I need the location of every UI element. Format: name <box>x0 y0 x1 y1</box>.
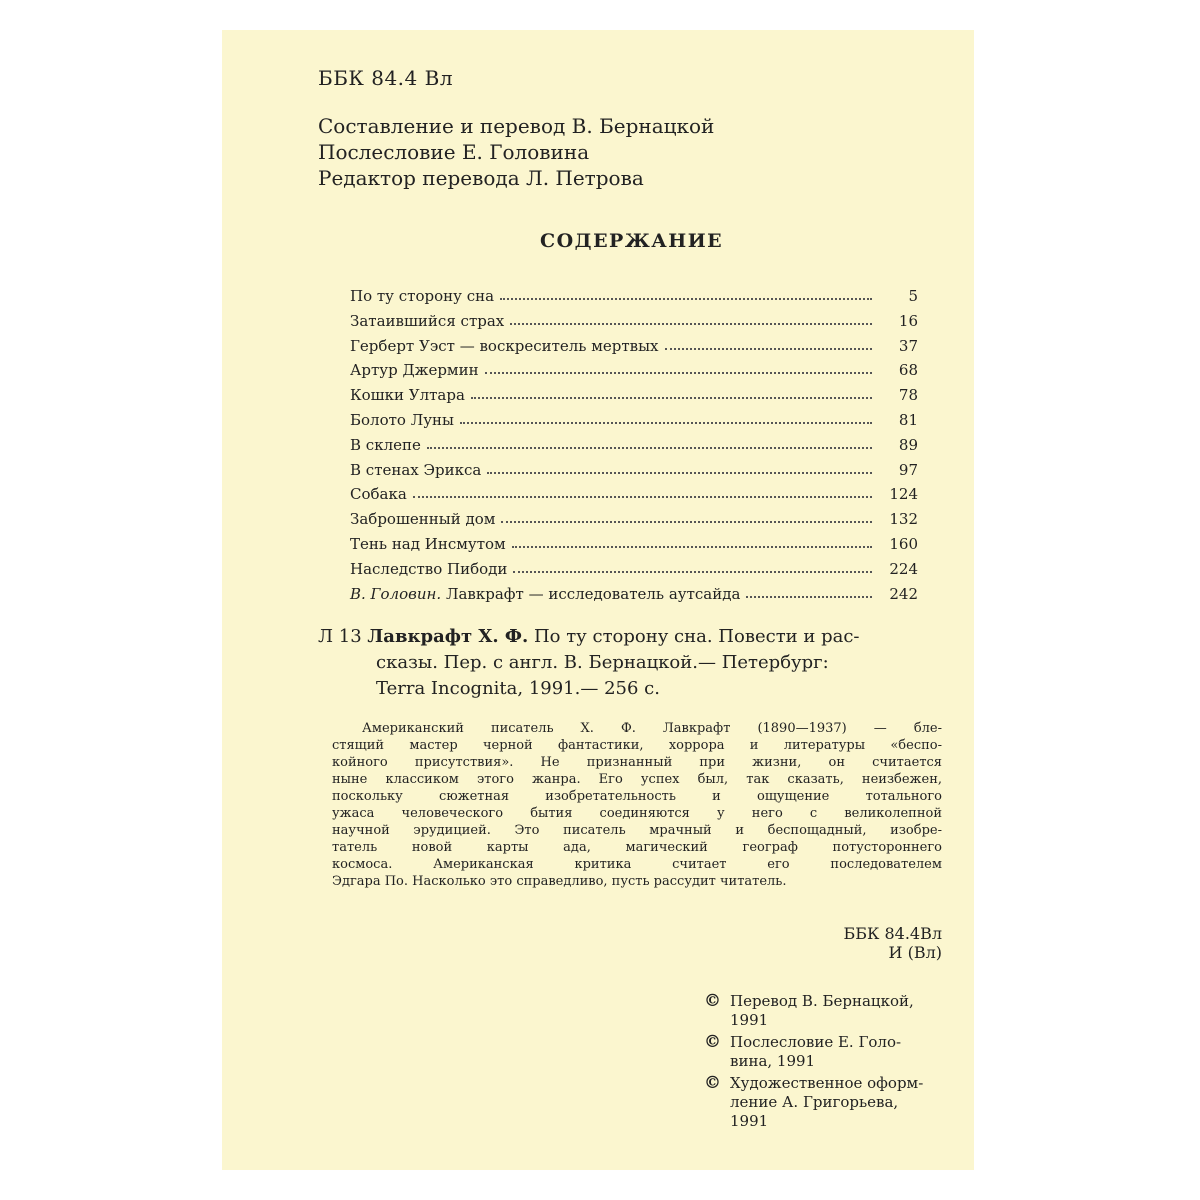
copyright-text: Художественное оформ- <box>730 1074 924 1092</box>
toc-leader-dots <box>427 447 872 449</box>
toc-entry <box>350 454 918 479</box>
toc-leader-dots <box>485 372 872 374</box>
annotation-line: поскольку сюжетная изобретательность и ощущение тотального <box>332 789 942 804</box>
toc-entry-text: Лавкрафт — исследователь аутсайда <box>445 584 741 603</box>
toc-entry-text: Собака <box>350 485 407 504</box>
toc-entry-title <box>350 287 500 305</box>
toc-leader-dots <box>513 571 872 573</box>
annotation <box>332 720 942 890</box>
annotation-line: ныне классиком этого жанра. Его успех был, так сказать, неизбежен, <box>332 772 942 787</box>
copyright-block <box>704 992 954 1134</box>
toc-leader-dots <box>487 472 872 474</box>
copyright-text: 1991 <box>730 1112 769 1130</box>
copyright-item <box>704 992 954 1030</box>
bib-line: Terra Incognita, 1991.— 256 с. <box>376 678 660 699</box>
toc-entry-page: 16 <box>898 311 918 330</box>
toc-entry <box>350 379 918 404</box>
toc-entry-page: 224 <box>889 559 918 578</box>
toc-entry-text: В склепе <box>350 435 421 454</box>
copyright-icon: © <box>704 1032 721 1052</box>
toc-entry-page: 160 <box>889 535 918 553</box>
annotation-line: Эдгара По. Насколько это справедливо, пусть рассудит читатель. <box>332 874 787 889</box>
toc-entry-page: 37 <box>898 336 918 355</box>
toc-leader-dots <box>501 521 872 523</box>
toc-entry-text: Затаившийся страх <box>350 311 505 330</box>
copyright-text: вина, 1991 <box>730 1052 816 1070</box>
bibliographic-entry <box>318 624 954 702</box>
toc-entry-title <box>350 386 471 404</box>
bib-line <box>318 624 954 650</box>
copyright-item <box>704 1074 954 1131</box>
copyright-icon: © <box>704 1073 721 1093</box>
classification-bbk: ББК 84.4Вл <box>843 924 942 943</box>
annotation-line: татель новой карты ада, магический географ потустороннего <box>332 840 942 855</box>
copyright-text: 1991 <box>730 1011 769 1029</box>
toc-entry-text: Наследство Пибоди <box>350 559 508 578</box>
annotation-line: научной эрудицией. Это писатель мрачный и беспощадный, изобре- <box>332 823 942 838</box>
toc-entry-text: В стенах Эрикса <box>350 460 482 479</box>
toc-entry-title <box>350 510 501 528</box>
toc-entry-page: 97 <box>898 460 918 479</box>
annotation-line: космоса. Американская критика считает его последователем <box>332 857 942 872</box>
toc-title: СОДЕРЖАНИЕ <box>540 230 724 252</box>
toc-entry <box>350 578 918 603</box>
book-page <box>222 30 974 1170</box>
credit-line: Послесловие Е. Головина <box>318 140 590 164</box>
credit-line: Редактор перевода Л. Петрова <box>318 166 644 190</box>
toc-entry-title <box>350 436 427 454</box>
toc-leader-dots <box>500 298 872 300</box>
copyright-icon: © <box>704 991 721 1011</box>
toc-entry <box>350 404 918 429</box>
copyright-text: Послесловие Е. Голо- <box>730 1033 902 1051</box>
toc-entry <box>350 305 918 330</box>
toc-entry-author: В. Головин. <box>350 584 442 603</box>
toc-entry-title <box>350 461 487 479</box>
toc-entry-text: Заброшенный дом <box>350 510 496 529</box>
toc-entry-text: Тень над Инсмутом <box>350 535 506 553</box>
toc-entry-page: 242 <box>889 584 918 603</box>
toc-entry <box>350 280 918 305</box>
toc-entry <box>350 429 918 454</box>
annotation-line: койного присутствия». Не признанный при жизни, он считается <box>332 755 942 770</box>
toc-entry-title <box>350 485 413 503</box>
annotation-line: стящий мастер черной фантастики, хоррора и литературы «беспо- <box>332 738 942 753</box>
toc-entry <box>350 528 918 553</box>
toc-entry-page: 81 <box>898 411 918 429</box>
toc-entry-page: 68 <box>898 361 918 380</box>
copyright-text: Перевод В. Бернацкой, <box>730 992 914 1010</box>
toc-entry-title <box>350 411 460 429</box>
toc-entry-text: Герберт Уэст — воскреситель мертвых <box>350 336 659 355</box>
toc-entry-title <box>350 337 665 355</box>
copyright-item <box>704 1033 954 1071</box>
toc-entry-page: 5 <box>908 287 918 305</box>
toc-entry <box>350 553 918 578</box>
toc-leader-dots <box>746 596 872 598</box>
toc-entry-page: 132 <box>889 510 918 529</box>
toc-entry <box>350 330 918 355</box>
toc-entry-page: 124 <box>889 485 918 504</box>
toc-entry <box>350 478 918 503</box>
toc-leader-dots <box>510 323 872 325</box>
toc-entry-title <box>350 361 485 379</box>
bib-title: По ту сторону сна. Повести и рас- <box>533 626 860 647</box>
toc-leader-dots <box>512 546 872 548</box>
toc-leader-dots <box>460 422 872 424</box>
toc-entry-page: 89 <box>898 435 918 454</box>
annotation-line: ужаса человеческого бытия соединяются у него с великолепной <box>332 806 942 821</box>
toc-leader-dots <box>413 496 872 498</box>
toc-entry <box>350 503 918 528</box>
toc-entry-title <box>350 560 513 578</box>
classification <box>782 924 942 962</box>
bib-line: сказы. Пер. с англ. В. Бернацкой.— Петербург: <box>376 652 829 673</box>
annotation-line: Американский писатель Х. Ф. Лавкрафт (1890—1937) — бле- <box>362 721 942 736</box>
toc-leader-dots <box>471 397 872 399</box>
bib-author: Лавкрафт Х. Ф. <box>367 626 529 647</box>
toc-entry-page: 78 <box>898 386 918 405</box>
toc-leader-dots <box>665 348 872 350</box>
toc-entry-text: Болото Луны <box>350 411 454 429</box>
credits <box>318 113 714 191</box>
bbk-header: ББК 84.4 Вл <box>318 66 454 90</box>
credit-line: Составление и перевод В. Бернацкой <box>318 114 715 138</box>
toc-entry-title <box>350 312 510 330</box>
copyright-text: ление А. Григорьева, <box>730 1093 899 1111</box>
toc-entry-text: По ту сторону сна <box>350 287 495 305</box>
toc-entry <box>350 354 918 379</box>
toc-entry-title <box>350 585 746 603</box>
toc-entry-text: Кошки Ултара <box>350 386 465 405</box>
toc-entry-title <box>350 535 512 553</box>
toc-entry-text: Артур Джермин <box>350 361 479 380</box>
bib-code: Л 13 <box>318 626 362 647</box>
classification-index: И (Вл) <box>888 943 942 962</box>
